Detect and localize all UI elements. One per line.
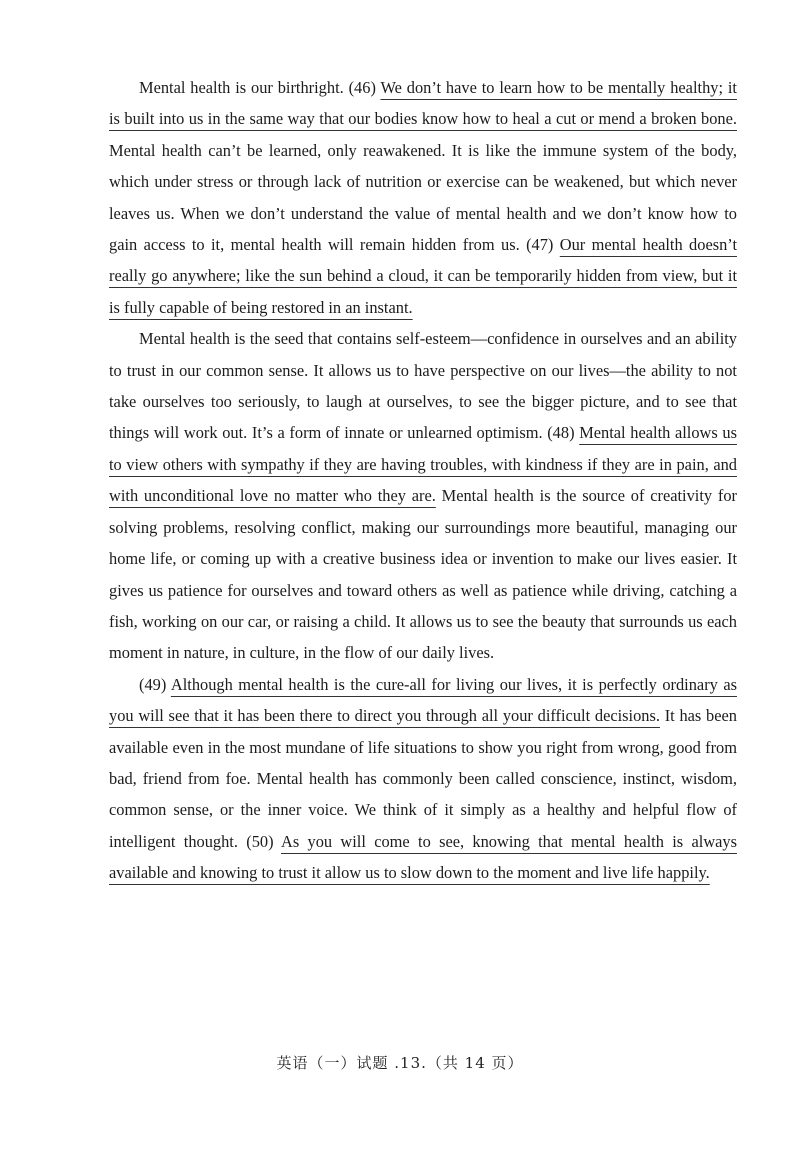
underlined-sentence-49: Although mental health is the cure-all for living our lives, it is perfectly ordinary as you will see that it has been there to direct you through all your difficult decisions.	[109, 674, 737, 726]
question-number-47: (47)	[526, 235, 560, 255]
paragraph-1	[109, 72, 737, 323]
page-footer: 英语（一）试题 .13.（共 14 页）	[276, 1054, 524, 1072]
paragraph-3	[109, 669, 737, 889]
paragraph-2-segment-2: Mental health is the source of creativity for solving problems, resolving conflict, making our surroundings more beautiful, managing our home life, or coming up with a creative business idea or invention to make our lives easier. It gives us patience for ourselves and toward others as well as patience while driving, catching a fish, working on our car, or raising a child. It allows us to see the beauty that surrounds us each moment in nature, in culture, in the flow of our daily lives.	[109, 486, 737, 663]
question-number-50: (50)	[246, 831, 281, 851]
underlined-sentence-46: We don’t have to learn how to be mentally healthy; it is built into us in the same way that our bodies know how to heal a cut or mend a broken bone.	[109, 78, 737, 129]
underlined-sentence-48: Mental health allows us to view others with sympathy if they are having troubles, with kindness if they are in pain, and with unconditional love no matter who they are.	[109, 423, 737, 506]
passage	[109, 72, 737, 889]
paragraph-2	[109, 323, 737, 668]
question-number-49: (49)	[139, 674, 171, 694]
paragraph-3-segment-1: It has been available even in the most mundane of life situations to show you right from wrong, good from bad, friend from foe. Mental health has commonly been called conscience, instinct, wisdom, common sense, or the inner voice. We think of it simply as a healthy and helpful flow of intelligent thought.	[109, 706, 737, 851]
paragraph-1-segment-2: Mental health can’t be learned, only reawakened. It is like the immune system of the body, which under stress or through lack of nutrition or exercise can be weakened, but which never leaves us. When we don’t understand the value of mental health and we don’t know how to gain access to it, mental health will remain hidden from us.	[109, 140, 737, 255]
underlined-sentence-50: As you will come to see, knowing that mental health is always available and knowing to trust it allow us to slow down to the moment and live life happily.	[109, 831, 738, 883]
question-number-48: (48)	[547, 423, 580, 443]
paragraph-1-segment-1: Mental health is our birthright.	[139, 78, 349, 97]
underlined-sentence-47: Our mental health doesn’t really go anywhere; like the sun behind a cloud, it can be temporarily hidden from view, but it is fully capable of being restored in an instant.	[109, 235, 738, 317]
question-number-46: (46)	[348, 78, 381, 97]
paragraph-2-segment-1: Mental health is the seed that contains self-esteem—confidence in ourselves and an ability to trust in our common sense. It allows us to have perspective on our lives—the ability to not take ourselves too seriously, to laugh at ourselves, to see the bigger picture, and to see that things will work out. It’s a form of innate or unlearned optimism.	[109, 329, 737, 443]
